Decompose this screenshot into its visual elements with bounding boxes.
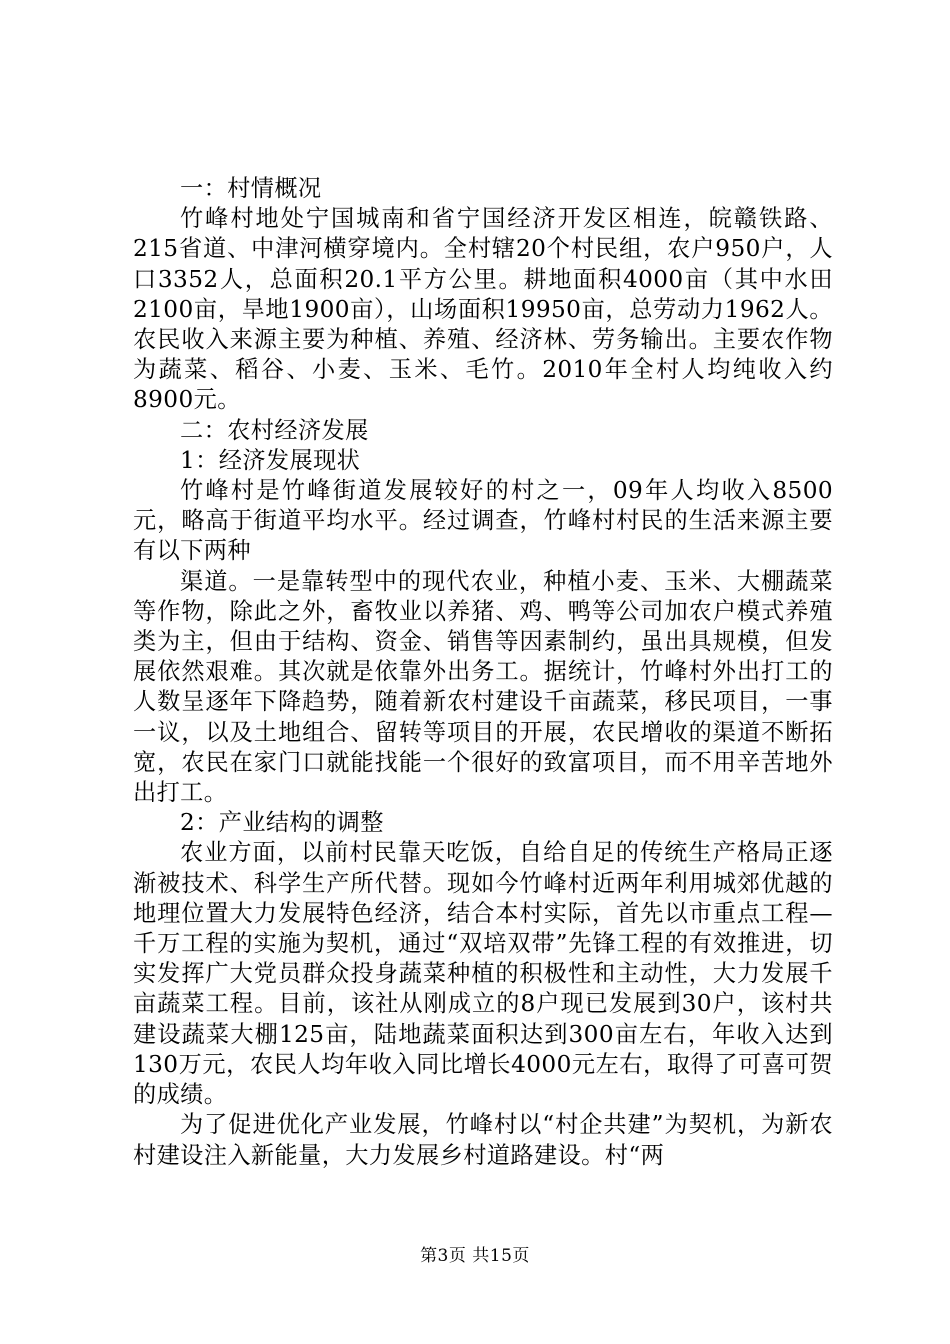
paragraph-income-channels: 渠道。一是靠转型中的现代农业，种植小麦、玉米、大棚蔬菜等作物，除此之外，畜牧业以养猪、鸡、鸭等公司加农户模式养殖类为主，但由于结构、资金、销售等因素制约，虽出具规模，但发展依然艰难。其次就是依靠外出务工。据统计，竹峰村外出打工的人数呈逐年下降趋势，随着新农村建设千亩蔬菜，移民项目，一事一议，以及土地组合、留转等项目的开展，农民增收的渠道不断拓宽，农民在家门口就能找能一个很好的致富项目，而不用辛苦地外出打工。 bbox=[133, 567, 833, 807]
page-number: 第3页 共15页 bbox=[420, 1246, 530, 1266]
paragraph-village-overview: 竹峰村地处宁国城南和省宁国经济开发区相连，皖赣铁路、215省道、中津河横穿境内。全村辖20个村民组，农户950户，人口3352人，总面积20.1平方公里。耕地面积4000亩（其中水田2100亩，旱地1900亩），山场面积19950亩，总劳动力1962人。农民收入来源主要为种植、养殖、经济林、劳务输出。主要农作物为蔬菜、稻谷、小麦、玉米、毛竹。2010年全村人均纯收入约8900元。 bbox=[133, 205, 833, 414]
page-footer bbox=[0, 1245, 950, 1267]
section-heading-village-overview: 一：村情概况 bbox=[180, 175, 322, 202]
paragraph-agriculture: 农业方面，以前村民靠天吃饭，自给自足的传统生产格局正逐渐被技术、科学生产所代替。现如今竹峰村近两年利用城郊优越的地理位置大力发展特色经济，结合本村实际，首先以市重点工程—千万工程的实施为契机，通过“双培双带”先锋工程的有效推进，切实发挥广大党员群众投身蔬菜种植的积极性和主动性，大力发展千亩蔬菜工程。目前，该社从刚成立的8户现已发展到30户，该村共建设蔬菜大棚125亩，陆地蔬菜面积达到300亩左右，年收入达到130万元，农民人均年收入同比增长4000元左右，取得了可喜可贺的成绩。 bbox=[133, 839, 833, 1109]
paragraph-economic-status: 竹峰村是竹峰街道发展较好的村之一，09年人均收入8500元，略高于街道平均水平。经过调查，竹峰村村民的生活来源主要有以下两种 bbox=[133, 477, 833, 565]
subsection-heading-industry-adjustment: 2：产业结构的调整 bbox=[180, 809, 384, 837]
document-body bbox=[133, 174, 833, 1171]
subsection-heading-economic-status: 1：经济发展现状 bbox=[180, 446, 361, 474]
section-heading-rural-economy: 二：农村经济发展 bbox=[180, 416, 369, 444]
paragraph-industry-development: 为了促进优化产业发展，竹峰村以“村企共建”为契机，为新农村建设注入新能量，大力发展乡村道路建设。村“两 bbox=[133, 1111, 833, 1169]
